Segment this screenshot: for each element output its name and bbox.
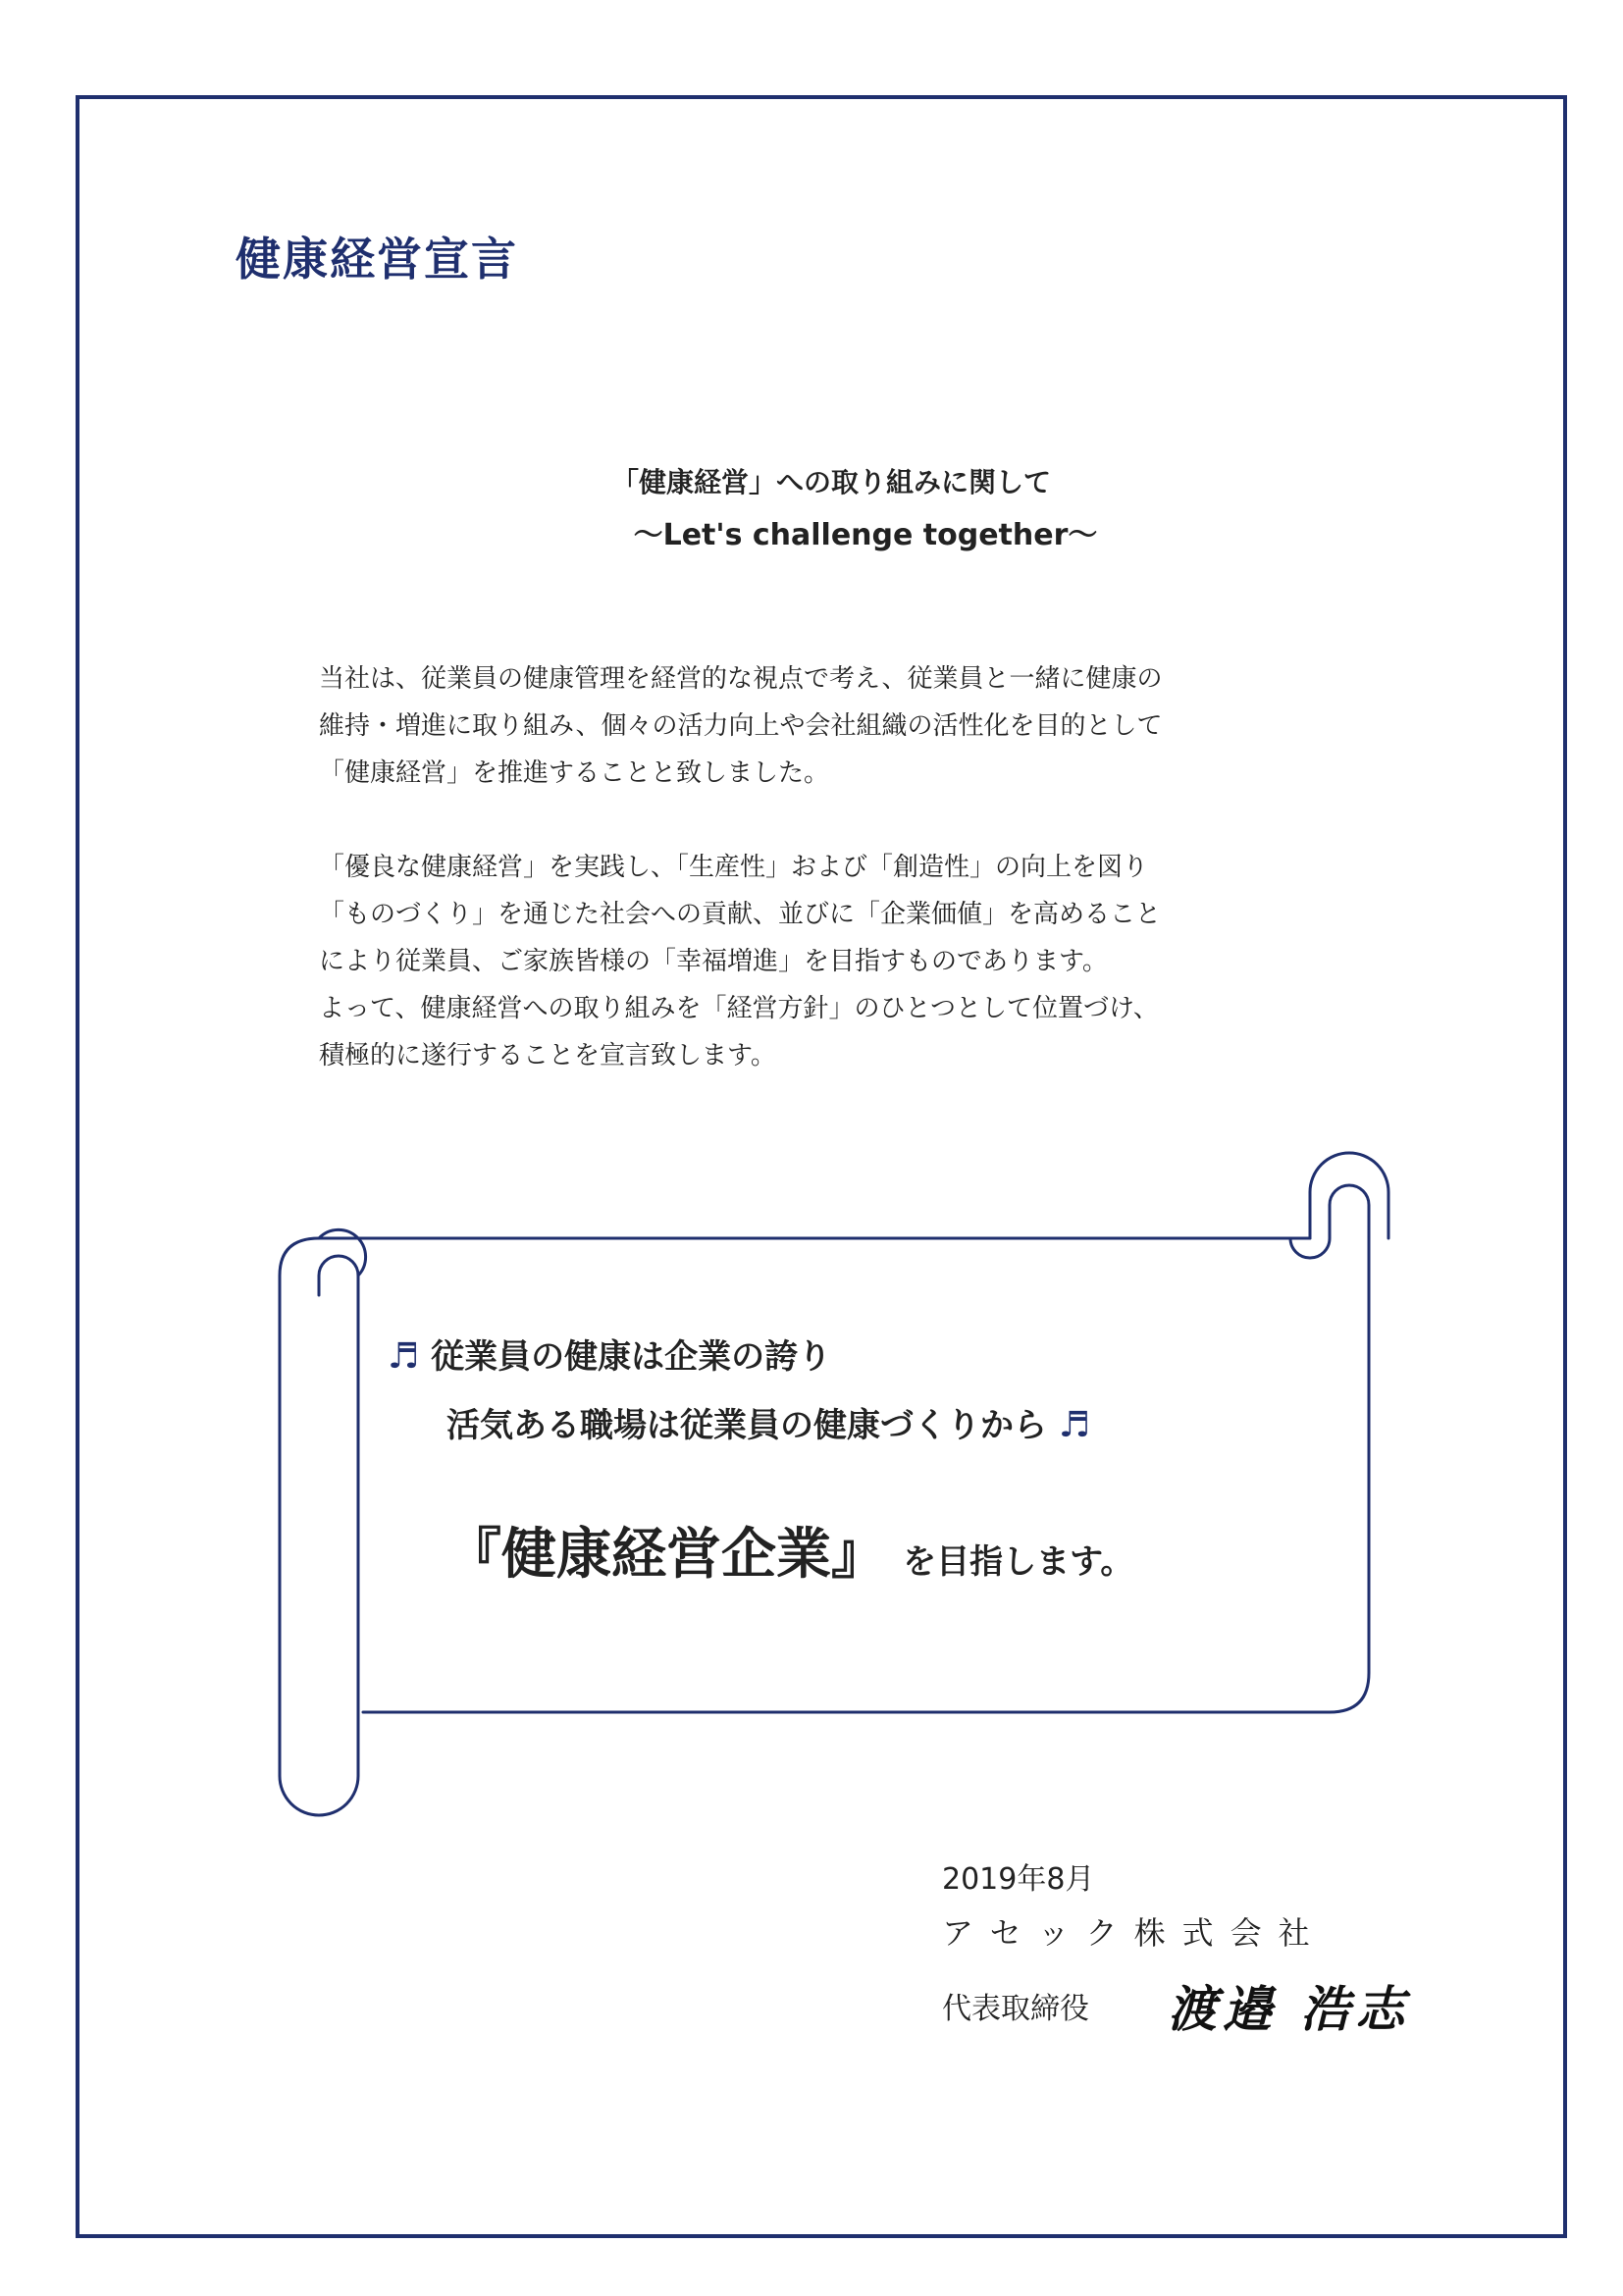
music-note-icon: ♬	[1058, 1405, 1091, 1445]
goal-statement	[446, 1511, 1133, 1590]
representative-signature: 渡邉 浩志	[1168, 1980, 1411, 2038]
goal-main-text: 『健康経営企業』	[446, 1523, 886, 1587]
company-name: アセック株式会社	[942, 1914, 1327, 1952]
paragraph-line: 「優良な健康経営」を実践し、「生産性」および「創造性」の向上を図り	[319, 853, 1149, 882]
goal-rest-text: を目指します。	[903, 1542, 1134, 1582]
paragraph-line: 当社は、従業員の健康管理を経営的な視点で考え、従業員と一緒に健康の	[319, 664, 1163, 694]
paragraph-line: により従業員、ご家族皆様の「幸福増進」を目指すものであります。	[319, 947, 1108, 976]
motto-line-1	[388, 1330, 831, 1378]
motto-text: 活気ある職場は従業員の健康づくりから	[446, 1406, 1047, 1445]
paragraph-line: 積極的に遂行することを宣言致します。	[319, 1041, 776, 1070]
music-note-icon: ♬	[388, 1336, 420, 1377]
paragraph-line: よって、健康経営への取り組みを「経営方針」のひとつとして位置づけ、	[319, 994, 1159, 1023]
paragraph-line: 「ものづくり」を通じた社会への貢献、並びに「企業価値」を高めること	[319, 900, 1162, 929]
issue-date: 2019年8月	[942, 1862, 1095, 1897]
subtitle-line-2: ～Let's challenge together～	[633, 518, 1098, 552]
paragraph-line: 「健康経営」を推進することと致しました。	[319, 758, 830, 788]
paragraph-line: 維持・増進に取り組み、個々の活力向上や会社組織の活性化を目的として	[319, 711, 1163, 741]
subtitle-line-1: 「健康経営」への取り組みに関して	[610, 466, 1051, 498]
representative-title: 代表取締役	[942, 1992, 1089, 2026]
motto-line-2	[446, 1398, 1090, 1446]
page-title: 健康経営宣言	[236, 233, 518, 286]
motto-text: 従業員の健康は企業の誇り	[431, 1337, 832, 1377]
